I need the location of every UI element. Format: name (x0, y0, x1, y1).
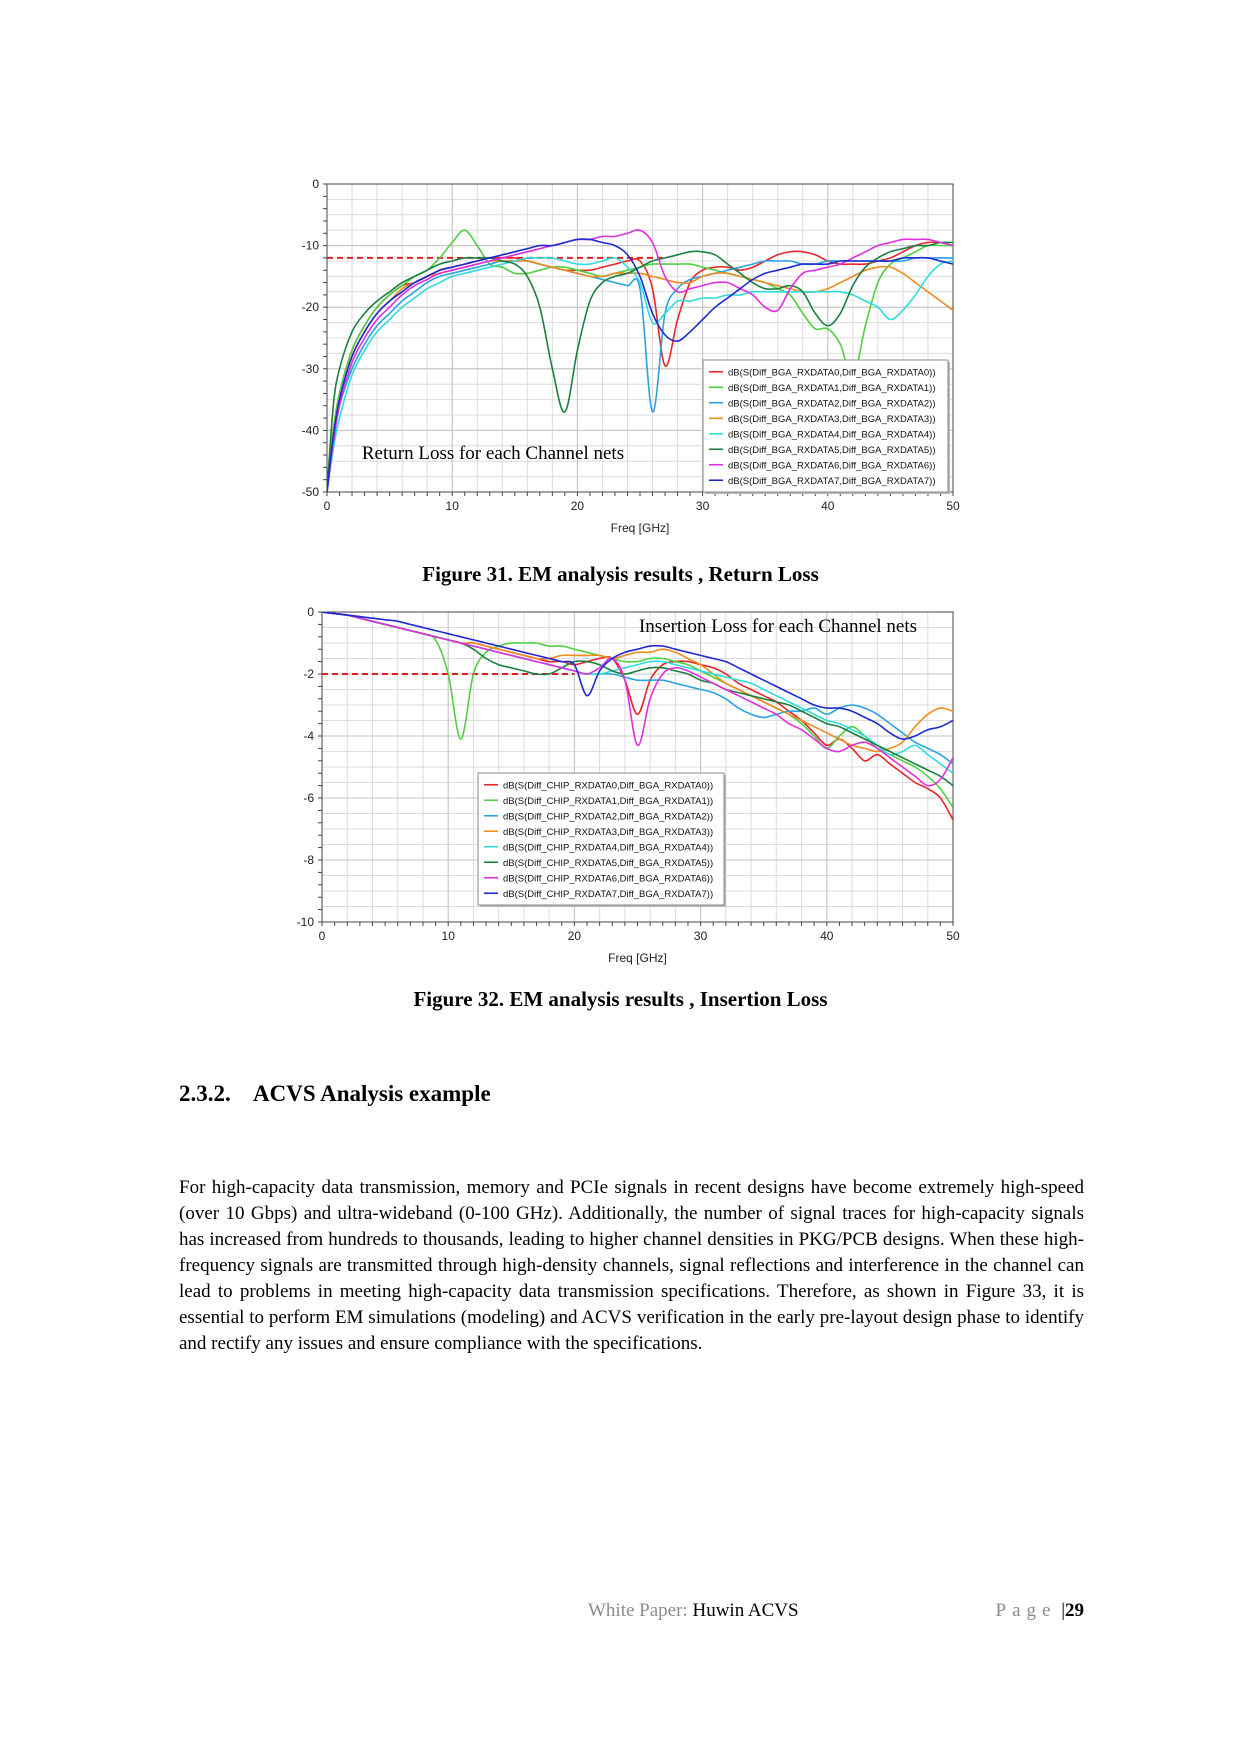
x-tick-label: 40 (821, 499, 835, 513)
x-tick-label: 50 (946, 929, 960, 943)
footer-page-label: Page (995, 1600, 1057, 1621)
x-tick-label: 30 (695, 499, 710, 513)
y-tick-label: -10 (301, 238, 319, 253)
x-tick-label: 50 (946, 499, 960, 513)
footer-title (588, 1600, 799, 1622)
legend-box (478, 773, 724, 905)
footer-name: Huwin ACVS (692, 1600, 799, 1621)
return-loss-chart (290, 176, 990, 546)
legend-label: dB(S(Diff_CHIP_RXDATA0,Diff_BGA_RXDATA0)) (503, 780, 714, 792)
y-tick-label: -20 (301, 300, 319, 315)
y-tick-label: -4 (303, 729, 314, 743)
legend-label: dB(S(Diff_BGA_RXDATA1,Diff_BGA_RXDATA1)) (728, 382, 936, 394)
chart-annotation: Return Loss for each Channel nets (361, 443, 625, 464)
y-tick-label: -30 (301, 361, 319, 376)
x-tick-label: 10 (445, 499, 459, 513)
figure-32-caption: Figure 32. EM analysis results , Insertion Loss (413, 987, 828, 1011)
y-tick-label: -40 (301, 423, 319, 438)
y-tick-label: -2 (303, 667, 314, 681)
page-number: 29 (1065, 1600, 1084, 1621)
legend-label: dB(S(Diff_BGA_RXDATA6,Diff_BGA_RXDATA6)) (728, 460, 936, 472)
legend (703, 360, 950, 494)
section-number: 2.3.2. (179, 1081, 231, 1106)
x-tick-label: 10 (441, 929, 455, 943)
y-tick-label: -50 (301, 485, 319, 499)
y-tick-label: 0 (307, 605, 314, 619)
section-heading (179, 1081, 491, 1107)
footer-label: White Paper: (588, 1600, 688, 1621)
x-tick-label: 20 (570, 499, 585, 513)
legend (478, 773, 726, 907)
legend-label: dB(S(Diff_BGA_RXDATA4,Diff_BGA_RXDATA4)) (728, 429, 936, 441)
legend-label: dB(S(Diff_BGA_RXDATA2,Diff_BGA_RXDATA2)) (728, 398, 936, 410)
x-axis-label: Freq [GHz] (610, 521, 670, 535)
y-tick-label: -8 (303, 853, 314, 867)
footer-separator: | (1061, 1600, 1065, 1621)
figure-31-caption: Figure 31. EM analysis results , Return Loss (422, 562, 819, 586)
legend-label: dB(S(Diff_BGA_RXDATA7,Diff_BGA_RXDATA7)) (728, 475, 936, 487)
legend-label: dB(S(Diff_CHIP_RXDATA5,Diff_BGA_RXDATA5)) (503, 857, 714, 869)
chart-annotation: Insertion Loss for each Channel nets (638, 616, 918, 637)
x-tick-label: 40 (820, 929, 834, 943)
legend-label: dB(S(Diff_CHIP_RXDATA4,Diff_BGA_RXDATA4)) (503, 842, 714, 854)
legend-label: dB(S(Diff_CHIP_RXDATA2,Diff_BGA_RXDATA2)) (503, 811, 714, 823)
x-tick-label: 0 (323, 499, 331, 513)
insertion-loss-chart-svg (290, 604, 990, 974)
section-title: ACVS Analysis example (253, 1081, 491, 1106)
legend-label: dB(S(Diff_BGA_RXDATA5,Diff_BGA_RXDATA5)) (728, 444, 936, 456)
legend-label: dB(S(Diff_CHIP_RXDATA6,Diff_BGA_RXDATA6)) (503, 873, 714, 885)
insertion-loss-chart (290, 604, 990, 974)
legend-label: dB(S(Diff_CHIP_RXDATA1,Diff_BGA_RXDATA1)) (503, 795, 714, 807)
y-tick-label: 0 (312, 177, 319, 191)
legend-label: dB(S(Diff_CHIP_RXDATA3,Diff_BGA_RXDATA3)) (503, 826, 714, 838)
legend-label: dB(S(Diff_CHIP_RXDATA7,Diff_BGA_RXDATA7)) (503, 888, 714, 900)
x-axis-label: Freq [GHz] (608, 951, 667, 965)
x-tick-label: 30 (693, 929, 708, 943)
footer-page (996, 1600, 1085, 1622)
legend-label: dB(S(Diff_BGA_RXDATA3,Diff_BGA_RXDATA3)) (728, 413, 936, 425)
x-tick-label: 0 (318, 929, 326, 943)
return-loss-chart-svg (290, 176, 990, 546)
y-tick-label: -6 (303, 791, 314, 805)
legend-box (703, 360, 948, 492)
y-tick-label: -10 (296, 915, 314, 929)
legend-label: dB(S(Diff_BGA_RXDATA0,Diff_BGA_RXDATA0)) (728, 367, 936, 379)
body-paragraph: For high-capacity data transmission, memory and PCIe signals in recent designs have become extremely high-speed (over 10 Gbps) and ultra-wideband (0-100 GHz). Additionally, the number of signal traces for high-capacity signals has increased from hundreds to thousands, leading to higher channel densities in PKG/PCB designs. When these high-frequency signals are transmitted through high-density channels, signal reflections and interference in the channel can lead to problems in meeting high-capacity data transmission specifications. Therefore, as shown in Figure 33, it is essential to perform EM simulations (modeling) and ACVS verification in the early pre-layout design phase to identify and rectify any issues and ensure compliance with the specifications. (179, 1177, 1084, 1354)
x-tick-label: 20 (567, 929, 582, 943)
